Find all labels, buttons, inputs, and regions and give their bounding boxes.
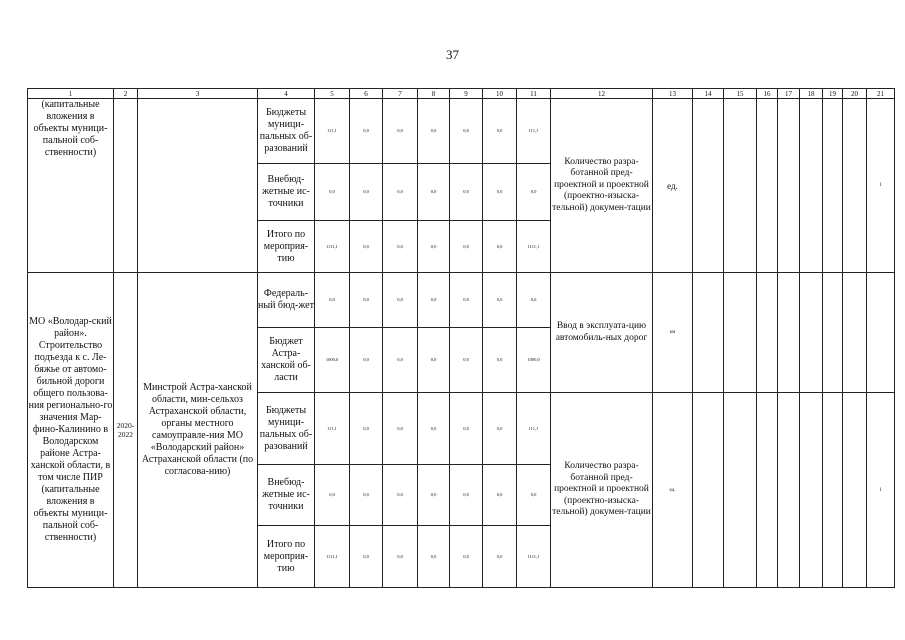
empty-cell <box>724 99 757 273</box>
header-cell: 7 <box>383 89 418 99</box>
value-cell: 0,0 <box>483 393 517 465</box>
value-cell: 0,0 <box>418 526 450 588</box>
funding-source-cell: Внебюд-жетные ис-точники <box>258 164 315 221</box>
header-cell: 3 <box>138 89 258 99</box>
value-cell: 1111,1 <box>517 526 551 588</box>
value-cell: 0,0 <box>350 164 383 221</box>
funding-source-cell: Внебюд-жетные ис-точники <box>258 465 315 526</box>
indicator-cell: Количество разра-ботанной пред-проектной и проектной (проектно-изыска-тельной) докумен-тации <box>551 99 653 273</box>
empty-cell <box>757 273 778 393</box>
empty-cell <box>778 393 800 588</box>
value-cell: 1000,0 <box>315 328 350 393</box>
empty-cell <box>823 99 843 273</box>
value-cell: 0,0 <box>418 328 450 393</box>
value-cell: 0,0 <box>450 393 483 465</box>
value-cell: 0,0 <box>418 99 450 164</box>
table-row <box>28 99 895 164</box>
value-cell: 0,0 <box>483 273 517 328</box>
value-cell: 0,0 <box>350 328 383 393</box>
unit-cell: км <box>653 273 693 393</box>
header-cell: 16 <box>757 89 778 99</box>
header-cell: 13 <box>653 89 693 99</box>
program-table <box>27 88 895 588</box>
target-value-cell: 1 <box>867 393 895 588</box>
empty-cell <box>757 99 778 273</box>
value-cell: 0,0 <box>517 465 551 526</box>
header-cell: 15 <box>724 89 757 99</box>
value-cell: 0,0 <box>383 99 418 164</box>
empty-cell <box>823 273 843 393</box>
value-cell: 111,1 <box>315 99 350 164</box>
value-cell: 0,0 <box>383 164 418 221</box>
value-cell: 0,0 <box>383 328 418 393</box>
value-cell: 0,0 <box>483 526 517 588</box>
value-cell: 0,0 <box>483 164 517 221</box>
measure-description-cell: (капитальные вложения в объекты муници-пальной соб-ственности) <box>28 99 114 273</box>
value-cell: 0,0 <box>450 273 483 328</box>
value-cell: 0,0 <box>483 465 517 526</box>
value-cell: 0,0 <box>450 526 483 588</box>
value-cell: 0,0 <box>350 221 383 273</box>
target-value-cell: 1 <box>867 99 895 273</box>
header-cell: 10 <box>483 89 517 99</box>
value-cell: 0,0 <box>418 393 450 465</box>
value-cell: 0,0 <box>383 393 418 465</box>
funding-source-cell: Бюджет Астра-ханской об-ласти <box>258 328 315 393</box>
value-cell: 111,1 <box>315 393 350 465</box>
header-cell: 21 <box>867 89 895 99</box>
header-cell: 17 <box>778 89 800 99</box>
header-cell: 14 <box>693 89 724 99</box>
period-cell <box>114 99 138 273</box>
empty-cell <box>757 393 778 588</box>
value-cell: 111,1 <box>517 99 551 164</box>
funding-source-cell: Бюджеты муници-пальных об-разований <box>258 99 315 164</box>
empty-cell <box>724 393 757 588</box>
header-cell: 12 <box>551 89 653 99</box>
empty-cell <box>693 99 724 273</box>
value-cell: 0,0 <box>418 273 450 328</box>
empty-cell <box>724 273 757 393</box>
unit-cell: ед. <box>653 393 693 588</box>
header-cell: 8 <box>418 89 450 99</box>
empty-cell <box>867 273 895 393</box>
header-cell: 19 <box>823 89 843 99</box>
value-cell: 1111,1 <box>517 221 551 273</box>
value-cell: 0,0 <box>315 164 350 221</box>
funding-source-cell: Итого по мероприя-тию <box>258 221 315 273</box>
empty-cell <box>800 99 823 273</box>
value-cell: 0,0 <box>483 99 517 164</box>
value-cell: 0,0 <box>315 465 350 526</box>
value-cell: 1111,1 <box>315 526 350 588</box>
value-cell: 0,0 <box>418 221 450 273</box>
empty-cell <box>843 393 867 588</box>
value-cell: 0,0 <box>383 526 418 588</box>
value-cell: 0,0 <box>383 273 418 328</box>
value-cell: 0,0 <box>350 393 383 465</box>
header-row <box>28 89 895 99</box>
value-cell: 1111,1 <box>315 221 350 273</box>
page-number: 37 <box>446 47 459 62</box>
empty-cell <box>778 99 800 273</box>
header-cell: 5 <box>315 89 350 99</box>
value-cell: 0,0 <box>450 164 483 221</box>
empty-cell <box>693 393 724 588</box>
value-cell: 1000,0 <box>517 328 551 393</box>
value-cell: 0,0 <box>383 465 418 526</box>
indicator-cell: Ввод в эксплуата-цию автомобиль-ных дорог <box>551 273 653 393</box>
empty-cell <box>800 393 823 588</box>
header-cell: 18 <box>800 89 823 99</box>
measure-description-cell: МО «Володар-ский район». Строительство подъезда к с. Ле-бяжье от автомо-бильной дороги общего пользова-ния регионально-го значения Мар-фино-Калинино в Володарском районе Астра-ханской области, в том числе ПИР (капитальные вложения в объекты муници-пальной соб-ственности) <box>28 273 114 588</box>
value-cell: 111,1 <box>517 393 551 465</box>
header-cell: 9 <box>450 89 483 99</box>
value-cell: 0,0 <box>450 221 483 273</box>
empty-cell <box>693 273 724 393</box>
indicator-cell: Количество разра-ботанной пред-проектной и проектной (проектно-изыска-тельной) докумен-тации <box>551 393 653 588</box>
value-cell: 0,0 <box>418 465 450 526</box>
value-cell: 0,0 <box>350 526 383 588</box>
header-cell: 6 <box>350 89 383 99</box>
value-cell: 0,0 <box>350 465 383 526</box>
value-cell: 0,0 <box>450 99 483 164</box>
header-cell: 20 <box>843 89 867 99</box>
unit-cell: ед. <box>653 99 693 273</box>
value-cell: 0,0 <box>450 328 483 393</box>
value-cell: 0,0 <box>517 164 551 221</box>
value-cell: 0,0 <box>450 465 483 526</box>
funding-source-cell: Федераль-ный бюд-жет <box>258 273 315 328</box>
empty-cell <box>778 273 800 393</box>
funding-source-cell: Итого по мероприя-тию <box>258 526 315 588</box>
value-cell: 0,0 <box>315 273 350 328</box>
funding-source-cell: Бюджеты муници-пальных об-разований <box>258 393 315 465</box>
value-cell: 0,0 <box>350 273 383 328</box>
period-cell: 2020-2022 <box>114 273 138 588</box>
value-cell: 0,0 <box>517 273 551 328</box>
header-cell: 2 <box>114 89 138 99</box>
value-cell: 0,0 <box>350 99 383 164</box>
header-cell: 1 <box>28 89 114 99</box>
empty-cell <box>800 273 823 393</box>
value-cell: 0,0 <box>483 328 517 393</box>
empty-cell <box>823 393 843 588</box>
executor-cell <box>138 99 258 273</box>
value-cell: 0,0 <box>418 164 450 221</box>
value-cell: 0,0 <box>483 221 517 273</box>
header-cell: 4 <box>258 89 315 99</box>
executor-cell: Минстрой Астра-ханской области, мин-сельхоз Астраханской области, органы местного самоуправле-ния МО «Володарский район» Астраханской области (по согласова-нию) <box>138 273 258 588</box>
empty-cell <box>843 99 867 273</box>
table-row <box>28 273 895 328</box>
header-cell: 11 <box>517 89 551 99</box>
empty-cell <box>843 273 867 393</box>
value-cell: 0,0 <box>383 221 418 273</box>
